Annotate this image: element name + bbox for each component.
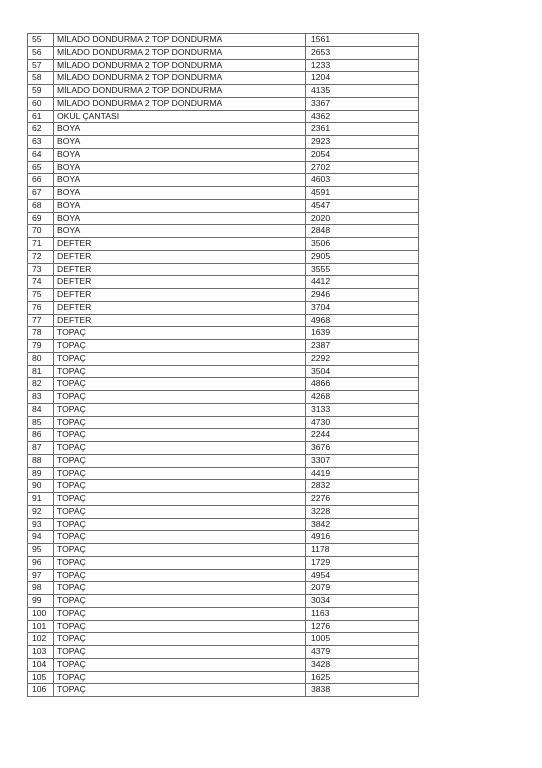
product-name-cell: BOYA	[54, 161, 306, 174]
value-cell: 3838	[306, 684, 419, 697]
value-cell: 2244	[306, 429, 419, 442]
table-row	[28, 263, 419, 276]
row-number-cell: 104	[28, 658, 54, 671]
product-name-cell: TOPAÇ	[54, 416, 306, 429]
row-number-cell: 55	[28, 34, 54, 47]
product-name-cell: TOPAÇ	[54, 493, 306, 506]
product-name-cell: TOPAÇ	[54, 391, 306, 404]
table-row	[28, 582, 419, 595]
product-name-cell: TOPAÇ	[54, 633, 306, 646]
value-cell: 3842	[306, 518, 419, 531]
row-number-cell: 100	[28, 607, 54, 620]
product-name-cell: TOPAÇ	[54, 454, 306, 467]
value-cell: 2276	[306, 493, 419, 506]
product-name-cell: TOPAÇ	[54, 658, 306, 671]
value-cell: 4135	[306, 85, 419, 98]
value-cell: 1163	[306, 607, 419, 620]
product-name-cell: MİLADO DONDURMA 2 TOP DONDURMA	[54, 34, 306, 47]
row-number-cell: 69	[28, 212, 54, 225]
table-row	[28, 110, 419, 123]
product-name-cell: TOPAÇ	[54, 505, 306, 518]
table-row	[28, 59, 419, 72]
value-cell: 2848	[306, 225, 419, 238]
table-row	[28, 442, 419, 455]
table-row	[28, 97, 419, 110]
row-number-cell: 75	[28, 289, 54, 302]
value-cell: 1561	[306, 34, 419, 47]
value-cell: 1729	[306, 556, 419, 569]
product-name-cell: TOPAÇ	[54, 582, 306, 595]
value-cell: 4730	[306, 416, 419, 429]
value-cell: 4591	[306, 187, 419, 200]
row-number-cell: 96	[28, 556, 54, 569]
value-cell: 2292	[306, 352, 419, 365]
product-name-cell: MİLADO DONDURMA 2 TOP DONDURMA	[54, 46, 306, 59]
product-name-cell: TOPAÇ	[54, 365, 306, 378]
table-row	[28, 493, 419, 506]
table-row	[28, 212, 419, 225]
row-number-cell: 90	[28, 480, 54, 493]
product-table-body	[28, 34, 419, 697]
value-cell: 1625	[306, 671, 419, 684]
row-number-cell: 68	[28, 199, 54, 212]
table-row	[28, 658, 419, 671]
table-row	[28, 340, 419, 353]
row-number-cell: 72	[28, 250, 54, 263]
value-cell: 4866	[306, 378, 419, 391]
table-row	[28, 34, 419, 47]
row-number-cell: 77	[28, 314, 54, 327]
value-cell: 3555	[306, 263, 419, 276]
row-number-cell: 97	[28, 569, 54, 582]
product-name-cell: DEFTER	[54, 301, 306, 314]
product-name-cell: BOYA	[54, 199, 306, 212]
row-number-cell: 106	[28, 684, 54, 697]
table-row	[28, 161, 419, 174]
row-number-cell: 101	[28, 620, 54, 633]
row-number-cell: 61	[28, 110, 54, 123]
value-cell: 4954	[306, 569, 419, 582]
value-cell: 2653	[306, 46, 419, 59]
value-cell: 1639	[306, 327, 419, 340]
value-cell: 2387	[306, 340, 419, 353]
product-name-cell: BOYA	[54, 174, 306, 187]
row-number-cell: 102	[28, 633, 54, 646]
row-number-cell: 99	[28, 595, 54, 608]
row-number-cell: 103	[28, 646, 54, 659]
table-row	[28, 518, 419, 531]
value-cell: 2923	[306, 136, 419, 149]
row-number-cell: 81	[28, 365, 54, 378]
table-row	[28, 123, 419, 136]
product-name-cell: TOPAÇ	[54, 569, 306, 582]
value-cell: 3676	[306, 442, 419, 455]
value-cell: 3133	[306, 403, 419, 416]
value-cell: 3367	[306, 97, 419, 110]
value-cell: 3704	[306, 301, 419, 314]
table-row	[28, 505, 419, 518]
product-name-cell: TOPAÇ	[54, 429, 306, 442]
row-number-cell: 76	[28, 301, 54, 314]
row-number-cell: 83	[28, 391, 54, 404]
row-number-cell: 56	[28, 46, 54, 59]
product-name-cell: MİLADO DONDURMA 2 TOP DONDURMA	[54, 97, 306, 110]
product-table	[27, 33, 419, 697]
value-cell: 4412	[306, 276, 419, 289]
product-name-cell: MİLADO DONDURMA 2 TOP DONDURMA	[54, 72, 306, 85]
row-number-cell: 88	[28, 454, 54, 467]
row-number-cell: 60	[28, 97, 54, 110]
table-row	[28, 199, 419, 212]
table-row	[28, 250, 419, 263]
row-number-cell: 67	[28, 187, 54, 200]
value-cell: 4362	[306, 110, 419, 123]
product-name-cell: TOPAÇ	[54, 595, 306, 608]
table-row	[28, 289, 419, 302]
row-number-cell: 84	[28, 403, 54, 416]
table-row	[28, 403, 419, 416]
row-number-cell: 91	[28, 493, 54, 506]
value-cell: 4268	[306, 391, 419, 404]
row-number-cell: 62	[28, 123, 54, 136]
table-row	[28, 301, 419, 314]
row-number-cell: 95	[28, 544, 54, 557]
table-row	[28, 327, 419, 340]
table-row	[28, 391, 419, 404]
table-row	[28, 531, 419, 544]
value-cell: 3506	[306, 238, 419, 251]
table-row	[28, 148, 419, 161]
row-number-cell: 59	[28, 85, 54, 98]
table-row	[28, 671, 419, 684]
row-number-cell: 64	[28, 148, 54, 161]
product-name-cell: TOPAÇ	[54, 467, 306, 480]
row-number-cell: 71	[28, 238, 54, 251]
value-cell: 4547	[306, 199, 419, 212]
product-name-cell: DEFTER	[54, 289, 306, 302]
product-name-cell: DEFTER	[54, 250, 306, 263]
row-number-cell: 98	[28, 582, 54, 595]
product-name-cell: DEFTER	[54, 314, 306, 327]
table-row	[28, 276, 419, 289]
product-name-cell: BOYA	[54, 187, 306, 200]
product-name-cell: TOPAÇ	[54, 352, 306, 365]
value-cell: 3504	[306, 365, 419, 378]
row-number-cell: 92	[28, 505, 54, 518]
product-name-cell: DEFTER	[54, 238, 306, 251]
product-name-cell: TOPAÇ	[54, 327, 306, 340]
product-name-cell: TOPAÇ	[54, 607, 306, 620]
row-number-cell: 94	[28, 531, 54, 544]
product-name-cell: TOPAÇ	[54, 544, 306, 557]
row-number-cell: 89	[28, 467, 54, 480]
value-cell: 1178	[306, 544, 419, 557]
product-name-cell: MİLADO DONDURMA 2 TOP DONDURMA	[54, 85, 306, 98]
table-row	[28, 569, 419, 582]
value-cell: 3307	[306, 454, 419, 467]
product-name-cell: TOPAÇ	[54, 480, 306, 493]
product-name-cell: TOPAÇ	[54, 378, 306, 391]
value-cell: 3428	[306, 658, 419, 671]
product-name-cell: TOPAÇ	[54, 518, 306, 531]
row-number-cell: 57	[28, 59, 54, 72]
row-number-cell: 105	[28, 671, 54, 684]
table-row	[28, 136, 419, 149]
table-row	[28, 225, 419, 238]
table-row	[28, 429, 419, 442]
product-name-cell: TOPAÇ	[54, 442, 306, 455]
row-number-cell: 85	[28, 416, 54, 429]
value-cell: 1233	[306, 59, 419, 72]
row-number-cell: 65	[28, 161, 54, 174]
table-row	[28, 480, 419, 493]
table-row	[28, 684, 419, 697]
value-cell: 2020	[306, 212, 419, 225]
product-name-cell: DEFTER	[54, 263, 306, 276]
product-name-cell: BOYA	[54, 212, 306, 225]
value-cell: 2361	[306, 123, 419, 136]
value-cell: 2905	[306, 250, 419, 263]
value-cell: 2079	[306, 582, 419, 595]
value-cell: 4419	[306, 467, 419, 480]
row-number-cell: 66	[28, 174, 54, 187]
table-row	[28, 46, 419, 59]
row-number-cell: 79	[28, 340, 54, 353]
table-row	[28, 544, 419, 557]
product-name-cell: TOPAÇ	[54, 340, 306, 353]
row-number-cell: 78	[28, 327, 54, 340]
table-row	[28, 174, 419, 187]
value-cell: 1204	[306, 72, 419, 85]
row-number-cell: 80	[28, 352, 54, 365]
table-row	[28, 556, 419, 569]
table-row	[28, 378, 419, 391]
table-row	[28, 607, 419, 620]
row-number-cell: 86	[28, 429, 54, 442]
product-name-cell: TOPAÇ	[54, 403, 306, 416]
value-cell: 4968	[306, 314, 419, 327]
table-row	[28, 633, 419, 646]
product-name-cell: TOPAÇ	[54, 556, 306, 569]
product-name-cell: TOPAÇ	[54, 531, 306, 544]
product-name-cell: TOPAÇ	[54, 620, 306, 633]
value-cell: 4916	[306, 531, 419, 544]
value-cell: 3228	[306, 505, 419, 518]
value-cell: 1005	[306, 633, 419, 646]
row-number-cell: 82	[28, 378, 54, 391]
row-number-cell: 63	[28, 136, 54, 149]
table-row	[28, 72, 419, 85]
table-row	[28, 85, 419, 98]
product-name-cell: MİLADO DONDURMA 2 TOP DONDURMA	[54, 59, 306, 72]
value-cell: 1276	[306, 620, 419, 633]
value-cell: 4603	[306, 174, 419, 187]
table-row	[28, 238, 419, 251]
value-cell: 3034	[306, 595, 419, 608]
product-name-cell: TOPAÇ	[54, 671, 306, 684]
row-number-cell: 58	[28, 72, 54, 85]
table-row	[28, 646, 419, 659]
product-name-cell: BOYA	[54, 225, 306, 238]
table-row	[28, 454, 419, 467]
product-name-cell: BOYA	[54, 148, 306, 161]
row-number-cell: 73	[28, 263, 54, 276]
table-row	[28, 416, 419, 429]
product-name-cell: OKUL ÇANTASI	[54, 110, 306, 123]
table-row	[28, 467, 419, 480]
table-row	[28, 365, 419, 378]
product-name-cell: BOYA	[54, 123, 306, 136]
value-cell: 2054	[306, 148, 419, 161]
table-row	[28, 352, 419, 365]
table-row	[28, 620, 419, 633]
table-row	[28, 595, 419, 608]
row-number-cell: 93	[28, 518, 54, 531]
table-row	[28, 187, 419, 200]
value-cell: 2702	[306, 161, 419, 174]
product-name-cell: TOPAÇ	[54, 646, 306, 659]
row-number-cell: 74	[28, 276, 54, 289]
product-name-cell: TOPAÇ	[54, 684, 306, 697]
value-cell: 4379	[306, 646, 419, 659]
product-name-cell: DEFTER	[54, 276, 306, 289]
table-row	[28, 314, 419, 327]
product-name-cell: BOYA	[54, 136, 306, 149]
value-cell: 2946	[306, 289, 419, 302]
value-cell: 2832	[306, 480, 419, 493]
row-number-cell: 70	[28, 225, 54, 238]
row-number-cell: 87	[28, 442, 54, 455]
